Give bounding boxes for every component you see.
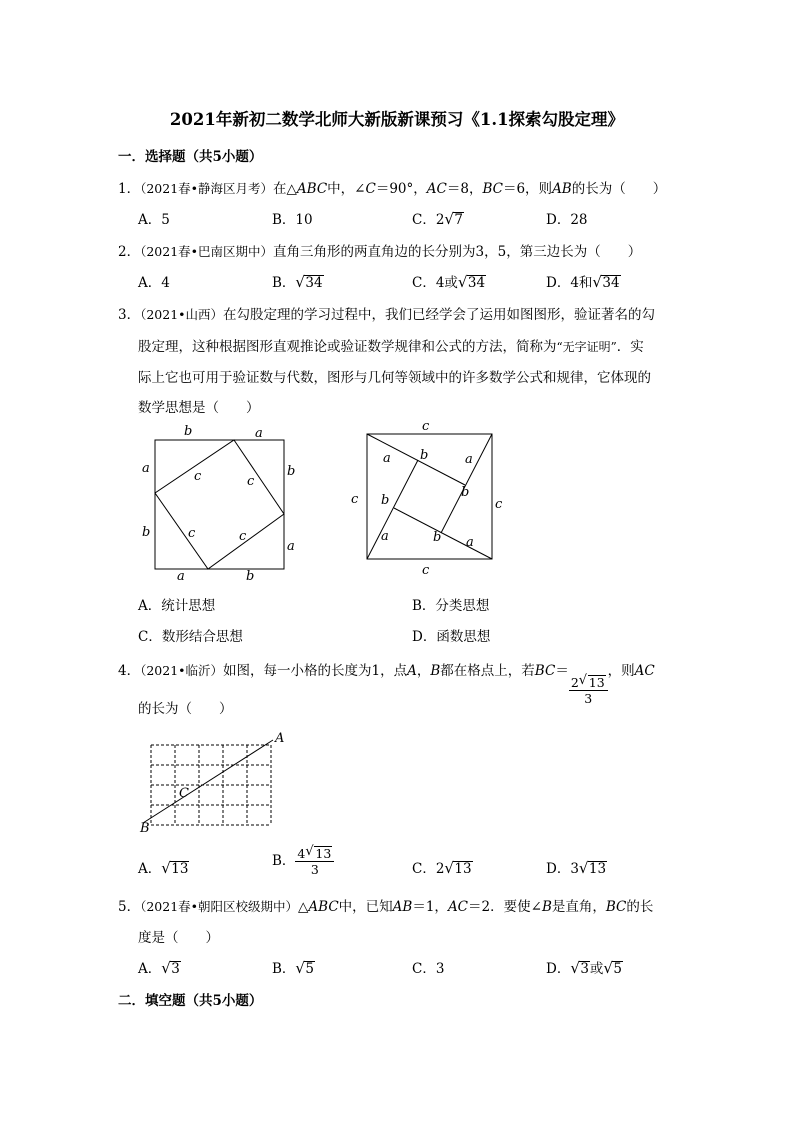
radicand: 34 bbox=[602, 275, 620, 291]
option-a[interactable]: A．统计思想 bbox=[138, 598, 216, 614]
option-b[interactable] bbox=[272, 957, 315, 977]
coefficient: 2 bbox=[570, 675, 579, 690]
label-a: a bbox=[465, 452, 473, 467]
label-a: a bbox=[383, 451, 391, 466]
label-b: b bbox=[381, 493, 390, 508]
label-a: a bbox=[287, 539, 295, 554]
question-number: 4． bbox=[118, 663, 141, 679]
variable: C bbox=[365, 181, 376, 197]
radicand: 13 bbox=[171, 861, 189, 877]
radical: √ 5 bbox=[295, 959, 315, 977]
option-c[interactable] bbox=[412, 208, 464, 228]
stem-text: 中，已知 bbox=[338, 899, 393, 915]
option-text: 或 bbox=[589, 961, 604, 977]
page-title: 2021年新初二数学北师大新版新课预习《1.1探索勾股定理》 bbox=[169, 110, 625, 129]
variable: AC bbox=[426, 181, 447, 197]
question-source: （2021春•巴南区期中） bbox=[140, 244, 274, 259]
stem-text: 如图，每一小格的长度为1，点 bbox=[223, 663, 408, 679]
option-text: A． bbox=[138, 861, 162, 877]
stem-text: ＝8， bbox=[446, 181, 483, 197]
section-heading-choice: 一．选择题（共5小题） bbox=[118, 149, 263, 165]
fraction-denominator: 3 bbox=[310, 862, 319, 877]
stem-text: 的长为（ ） bbox=[571, 181, 667, 197]
radical: √ 34 bbox=[295, 273, 323, 291]
question-5-line-2: 度是（ ） bbox=[138, 930, 219, 946]
fraction bbox=[569, 675, 608, 706]
variable: BC bbox=[534, 663, 556, 679]
fraction-numerator bbox=[295, 846, 334, 862]
radicand: 13 bbox=[588, 861, 607, 877]
label-a: a bbox=[177, 569, 185, 584]
question-1-stem bbox=[118, 177, 666, 197]
stem-text: ．实 bbox=[616, 339, 644, 355]
radicand: 5 bbox=[305, 961, 315, 977]
stem-text: △ bbox=[298, 899, 309, 915]
label-c: c bbox=[422, 563, 430, 578]
option-d[interactable] bbox=[546, 957, 623, 977]
option-b[interactable]: B．10 bbox=[272, 212, 313, 228]
variable: AC bbox=[634, 663, 655, 679]
option-a[interactable]: A．4 bbox=[138, 275, 170, 291]
stem-text: 在△ bbox=[273, 181, 297, 197]
stem-text: 直角三角形的两直角边的长分别为3，5，第三边长为（ ） bbox=[273, 244, 642, 260]
option-c[interactable] bbox=[412, 857, 473, 877]
option-d[interactable] bbox=[546, 857, 607, 877]
grid-figure bbox=[138, 730, 298, 835]
option-text: B． bbox=[272, 275, 296, 291]
variable: BC bbox=[605, 899, 627, 915]
label-a: a bbox=[466, 535, 474, 550]
pythagoras-figure-2 bbox=[345, 418, 515, 583]
label-c: c bbox=[247, 474, 255, 489]
label-b: b bbox=[246, 569, 255, 584]
question-source: （2021春•静海区月考） bbox=[140, 181, 274, 196]
stem-text: ＝ bbox=[555, 663, 569, 679]
radicand: 34 bbox=[305, 275, 323, 291]
radical: √ 13 bbox=[444, 859, 472, 877]
radicand: 13 bbox=[315, 846, 332, 861]
radical: √ 13 bbox=[161, 859, 189, 877]
question-3-line-3: 际上它也可用于验证数与代数，图形与几何等领域中的许多数学公式和规律，它体现的 bbox=[138, 370, 651, 386]
pythagoras-figure-1 bbox=[135, 420, 310, 585]
label-b: b bbox=[184, 424, 193, 439]
radicand: 34 bbox=[467, 275, 486, 291]
option-text: B． bbox=[272, 853, 296, 869]
variable: AB bbox=[552, 181, 572, 197]
question-3-line-1 bbox=[118, 303, 655, 323]
stem-text: ，则 bbox=[607, 663, 635, 679]
stem-text: ＝1， bbox=[412, 899, 448, 915]
label-c: c bbox=[188, 526, 196, 541]
stem-text: ， bbox=[416, 663, 431, 679]
option-c[interactable] bbox=[412, 271, 486, 291]
label-c: c bbox=[194, 469, 202, 484]
option-text: C．2 bbox=[412, 861, 445, 877]
stem-text: 在勾股定理的学习过程中，我们已经学会了运用如图图形，验证著名的勾 bbox=[223, 307, 656, 323]
stem-text: 股定理，这种根据图形直观推论或验证数学规律和公式的方法，简称为 bbox=[138, 339, 557, 355]
fraction-denominator: 3 bbox=[584, 691, 593, 706]
option-b[interactable] bbox=[272, 271, 324, 291]
variable: B bbox=[541, 899, 552, 915]
radicand: 7 bbox=[454, 212, 464, 228]
question-5-stem bbox=[118, 895, 653, 915]
question-3-line-4: 数学思想是（ ） bbox=[138, 400, 260, 416]
radicand: 3 bbox=[580, 961, 589, 977]
option-b[interactable]: B．分类思想 bbox=[412, 598, 490, 614]
question-source: （2021•山西） bbox=[140, 307, 224, 322]
label-b: b bbox=[433, 530, 442, 545]
label-a: a bbox=[142, 461, 150, 476]
radical: √ 34 bbox=[592, 273, 620, 291]
variable: AC bbox=[447, 899, 469, 915]
label-c: c bbox=[422, 419, 430, 434]
point-c-label: C bbox=[179, 786, 189, 801]
option-text: B． bbox=[272, 961, 296, 977]
label-a: a bbox=[255, 426, 263, 441]
option-text: D．3 bbox=[546, 861, 579, 877]
quoted-term: “无字证明” bbox=[556, 340, 617, 354]
option-b[interactable] bbox=[272, 846, 334, 877]
label-a: a bbox=[381, 529, 389, 544]
variable: AB bbox=[392, 899, 413, 915]
radical: √ 7 bbox=[444, 210, 464, 228]
stem-text: 是直角， bbox=[551, 899, 606, 915]
radicand: 13 bbox=[454, 861, 472, 877]
radical: √ 13 bbox=[578, 673, 605, 690]
option-d[interactable]: D．函数思想 bbox=[412, 629, 491, 645]
option-text: A． bbox=[138, 961, 162, 977]
point-a-label: A bbox=[275, 731, 285, 746]
option-text: C．4或 bbox=[412, 275, 458, 291]
radical: √ 3 bbox=[161, 959, 180, 977]
fraction bbox=[295, 846, 334, 877]
option-text: D． bbox=[546, 961, 571, 977]
question-4-line-2: 的长为（ ） bbox=[138, 701, 233, 717]
option-c[interactable]: C．3 bbox=[412, 961, 445, 977]
stem-text: ＝90°， bbox=[375, 181, 427, 197]
label-b: b bbox=[287, 464, 296, 479]
option-text: D．4和 bbox=[546, 275, 593, 291]
variable: ABC bbox=[308, 899, 339, 915]
stem-text: ＝2．要使∠ bbox=[468, 899, 542, 915]
question-source: （2021春•朝阳区校级期中） bbox=[140, 899, 299, 914]
radicand: 3 bbox=[171, 961, 180, 977]
option-a[interactable] bbox=[138, 857, 189, 877]
radical: √ 13 bbox=[305, 844, 332, 861]
option-a[interactable]: A．5 bbox=[138, 212, 170, 228]
question-3-line-2 bbox=[138, 335, 644, 355]
question-2-stem bbox=[118, 240, 641, 260]
label-b: b bbox=[461, 485, 470, 500]
radical: √ 3 bbox=[570, 959, 589, 977]
option-text: C．2 bbox=[412, 212, 445, 228]
option-a[interactable] bbox=[138, 957, 181, 977]
label-c: c bbox=[351, 492, 359, 507]
point-b-label: B bbox=[140, 821, 150, 835]
label-c: c bbox=[239, 529, 247, 544]
fraction-numerator bbox=[569, 675, 608, 691]
label-c: c bbox=[495, 497, 503, 512]
question-number: 2． bbox=[118, 244, 141, 260]
stem-text: 的长 bbox=[626, 899, 654, 915]
option-d[interactable]: D．28 bbox=[546, 212, 588, 228]
radicand: 13 bbox=[588, 675, 605, 690]
section-heading-fill-in: 二．填空题（共5小题） bbox=[118, 993, 263, 1009]
stem-text: ＝6，则 bbox=[502, 181, 553, 197]
question-source: （2021•临沂） bbox=[140, 663, 224, 678]
variable: BC bbox=[482, 181, 503, 197]
radical: √ 13 bbox=[578, 859, 607, 877]
radicand: 5 bbox=[613, 961, 623, 977]
radical: √ 34 bbox=[457, 273, 486, 291]
coefficient: 4 bbox=[297, 846, 306, 861]
label-b: b bbox=[142, 525, 151, 540]
stem-text: 中，∠ bbox=[327, 181, 366, 197]
variable: ABC bbox=[296, 181, 328, 197]
stem-text: 都在格点上，若 bbox=[440, 663, 535, 679]
radical: √ 5 bbox=[603, 959, 623, 977]
question-number: 1． bbox=[118, 181, 141, 197]
option-d[interactable] bbox=[546, 271, 621, 291]
variable: B bbox=[430, 663, 441, 679]
option-c[interactable]: C．数形结合思想 bbox=[138, 629, 243, 645]
label-b: b bbox=[420, 448, 429, 463]
question-number: 5． bbox=[118, 899, 141, 915]
question-number: 3． bbox=[118, 307, 141, 323]
variable: A bbox=[407, 663, 417, 679]
